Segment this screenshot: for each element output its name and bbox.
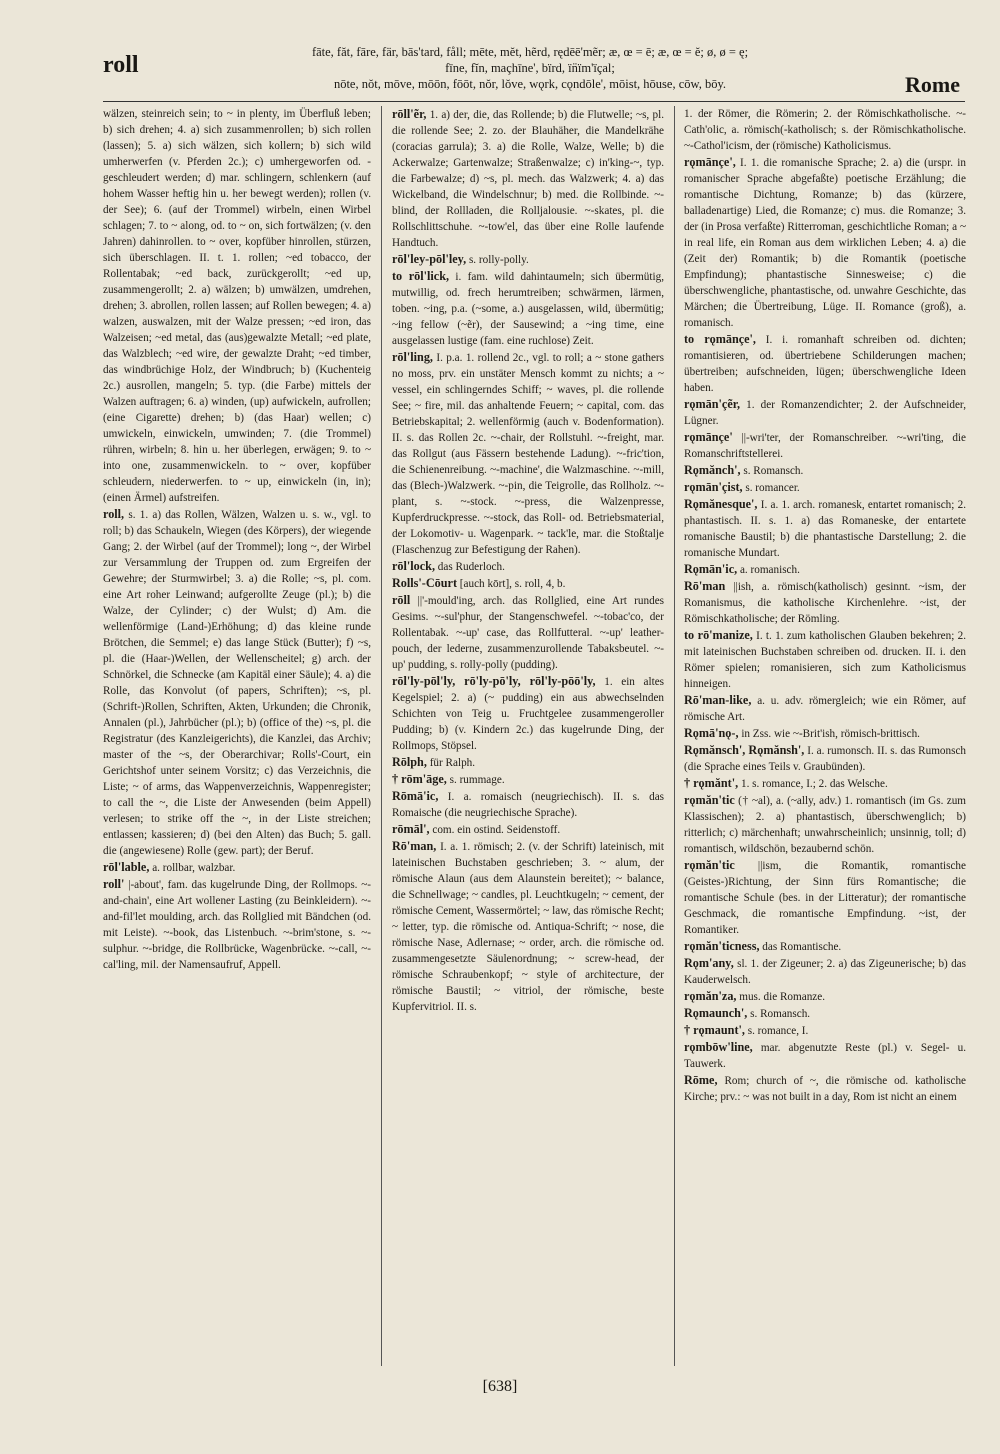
entry-text: in Zss. wie ~-Brit'ish, römisch-brittisch. [741, 728, 920, 740]
dictionary-entry [684, 955, 966, 988]
dictionary-entry [392, 349, 664, 558]
entry-headword: Rǫmā'nǫ-, [684, 726, 739, 740]
entry-headword: Rǫmănch', [684, 463, 741, 477]
entry-headword: rōl'lock, [392, 559, 435, 573]
entry-headword: rǫmăn'tic [684, 858, 735, 872]
dictionary-entry [684, 578, 966, 627]
entry-text: sl. 1. der Zigeuner; 2. a) das Zigeunerische; b) das Kauderwelsch. [684, 958, 966, 986]
entry-text: a. rollbar, walzbar. [152, 862, 236, 874]
pronunciation-line: nōte, nŏt, mōve, mōōn, fōōt, nŏr, lŏve, wǫrk, cǫndōle', mōist, hōuse, cōw, bōy. [333, 77, 727, 91]
entry-text: I. a. rumonsch. II. s. das Rumonsch (die Sprache eines Teils v. Graubünden). [684, 745, 966, 773]
dictionary-entry [684, 857, 966, 938]
entry-headword: rǫmbōw'line, [684, 1040, 753, 1054]
entry-headword: rǫmăn'za, [684, 989, 737, 1003]
pronunciation-line: fāte, făt, fāre, fär, bās'tard, fåll; mēte, mĕt, hẽrd, rędēē'mẽr; æ, œ = ē; æ, œ = ĕ; ø, ø = ę; [311, 45, 749, 59]
entry-text: [auch kōrt], s. roll, 4, b. [459, 578, 566, 590]
entry-headword: rōl'lable, [103, 860, 150, 874]
dictionary-entry [684, 479, 966, 496]
dictionary-entry [684, 627, 966, 692]
entry-headword: Rǫm'any, [684, 956, 734, 970]
entry-text: mar. abgenutzte Reste (pl.) v. Segel- u. Tauwerk. [684, 1042, 966, 1070]
entry-headword: rōmāl', [392, 822, 430, 836]
entry-headword: Rǫmān'ic, [684, 562, 738, 576]
dictionary-entry [684, 988, 966, 1005]
dictionary-entry [684, 331, 966, 396]
dictionary-entry [684, 154, 966, 331]
dictionary-entry [684, 1022, 966, 1039]
entry-text: I. a. 1. römisch; 2. (v. der Schrift) lateinisch, mit lateinischen Buchstaben geschrieben; 3. ~ alum, der römische Alaun (aus dem Alaunstein bereitet); ~ balance, die Schnellwage; ~ candles, pl. Leuchtkugeln; ~ cement, der römische Cement, Wassermörtel; ~ law, das römische Recht; ~ letter, typ. die römische od. Antiqua-Schrift; ~ nose, die römische Nase, Adlernase; ~ order, arch. die römische od. zusammengesetzte Säulenordnung; ~ screw-head, der römische Schraubenkopf; ~ style of architecture, der römische Baustil; ~ vitriol, der römische, beste Kupfervitriol. II. s. [392, 841, 664, 1013]
entry-headword: to rō'manize, [684, 628, 753, 642]
column-left [103, 106, 371, 1368]
dictionary-entry [684, 725, 966, 742]
entry-headword: Rǫmănesque', [684, 497, 758, 511]
entry-headword: rōll'ẽr, [392, 107, 427, 121]
dictionary-entry [684, 429, 966, 462]
entry-headword: roll, [103, 507, 125, 521]
entry-text: 1. der Romanzendichter; 2. der Aufschneider, Lügner. [684, 399, 966, 427]
entry-headword: † rōm'āge, [392, 772, 447, 786]
pronunciation-line: fīne, fĭn, maçhīne', bïrd, ïn̈ïm'ïçal; [445, 61, 615, 75]
entry-text: 1. der Römer, die Römerin; 2. der Römischkatholische. ~-Cath'olic, a. römisch(-katholisch; s. der Römischkatholische. ~-Cathol'icism, der (römische) Katholicismus. [684, 108, 966, 152]
entry-text: ||ism, die Romantik, romantische (Geistes-)Richtung, der Sinn fürs Romantische; die romantische Schule (bes. in der Litteratur); der romantische Geschmack, die romantische Empfindung. ~ist, der Romantiker. [684, 860, 966, 936]
entry-headword: Rō'man, [392, 839, 437, 853]
dictionary-entry [392, 592, 664, 673]
entry-text: a. u. adv. römergleich; wie ein Römer, auf römische Art. [684, 695, 966, 723]
dictionary-entry [684, 792, 966, 857]
entry-text: s. rolly-polly. [468, 254, 529, 266]
entry-text: s. romancer. [745, 482, 800, 494]
entry-headword: rǫmān'çẽr, [684, 397, 741, 411]
entry-text: I. 1. die romanische Sprache; 2. a) die (urspr. in romanischer Sprache abgefaßte) poetische Erzählung; die romantische Dichtung, Romanze; b) das (kürzere, balladenartige) Lied, die Romanze; c) mus. die Romanze; 3. der (in Prosa verfaßte) Ritterroman, geschichtliche Roman; a ~ in real life, ein Roman aus dem wirklichen Leben; 4. a) die (Zeit der) Romantik; b) die Romantik (poetische Empfindung); phantastische Sinnesweise; c) die überschwengliche, phantastische, od. unwahre Geschichte, das Märchen; die Übertreibung, Lüge. II. Romance (groß), a. romanisch. [684, 157, 966, 329]
entry-text: s. romance, I. [747, 1025, 809, 1037]
entry-text: Rom; church of ~, die römische od. katholische Kirche; prv.: ~ was not built in a day, Rom ist nicht an einem [684, 1075, 966, 1103]
entry-headword: rǫmānçe', [684, 155, 736, 169]
dictionary-entry [684, 496, 966, 561]
page-header [0, 0, 1000, 100]
dictionary-entry [684, 742, 966, 775]
entry-text: 1. a) der, die, das Rollende; b) die Flutwelle; ~s, pl. die rollende See; 2. zo. der Blauhäher, die Mandelkrähe (coracias garrula); 3. a) die Rolle, Walze, Welle; b) die Ackerwalze; Gartenwalze; Straßenwalze; c) in'king-~, typ. die Farbewalze; d) ~s, pl. mech. das Walzwerk; 4. a) das Wickelband, die Windelschnur; b) med. die Rollbinde. ~-blind, der Rollladen, die Rolljalousie. ~-skates, pl. die Rollschlittschuhe. ~-tow'el, das über eine Rolle laufende Handtuch. [392, 109, 664, 249]
entry-text: I. p.a. 1. rollend 2c., vgl. to roll; a ~ stone gathers no moss, prv. ein unstäter Mensch kommt zu nichts; a ~ vessel, ein schlingerndes Schiff; ~ waves, pl. die rollende See; ~ fire, mil. das anhaltende Feuern; ~ capital, com. das Betriebskapital; 2. wellenförmig (auch v. Bodenformation). II. s. das Rollen 2c. ~-chair, der Rollstuhl. ~-freight, mar. das Rollgut (aus Fässern bestehende Ladung). ~-fric'tion, die Schienenreibung. ~-machine', die Walzmaschine. ~-mill, das (Blech-)Walzwerk. ~-pin, die Teigrolle, das Rollholz. ~-plant, s. ~-stock. ~-press, die Walzenpresse, Kupferdruckpresse. ~-stock, das Roll- od. Betriebsmaterial, der Lokomotiv- u. Wagenpark. ~ tack'le, mar. die Stoßtalje (Flaschenzug zur Befestigung der Rahen). [392, 352, 664, 556]
entry-headword: Rǫmănsch', Rǫmănsh', [684, 743, 805, 757]
entry-text: das Romantische. [762, 941, 842, 953]
entry-headword: rōl'ling, [392, 350, 433, 364]
entry-text: 1. ein altes Kegelspiel; 2. a) (~ pudding) ein aus abwechselnden Schichten von Teig u. Fruchtgelee zusammengeroller Pudding; b) (v. Kindern 2c.) das kugelrunde Ding, der Rollmops, Stöpsel. [392, 676, 664, 752]
entry-text: a. romanisch. [739, 564, 800, 576]
dictionary-entry [684, 692, 966, 725]
entry-text: mus. die Romanze. [739, 991, 826, 1003]
dictionary-entry [392, 558, 664, 575]
column-divider [674, 106, 675, 1366]
entry-headword: rǫmān'çist, [684, 480, 743, 494]
entry-headword: Rolls'-Cōurt [392, 576, 457, 590]
entry-headword: Rō'man [684, 579, 726, 593]
entry-text: wälzen, steinreich sein; to ~ in plenty, im Überfluß leben; b) sich drehen; 4. a) sich zusammenrollen; b) sich rollen (lassen); 5. a) sich wälzen, sich kollern; b) sich wild umherwerfen (v. Pferden 2c.); c) umhergeworfen od. -geschleudert werden; d) mar. schlingern, schlenkern (auf hohem Wasser heftig hin u. her bewegt werden); rollen (v. der See); 6. (auf der Trommel) wirbeln, einen Wirbel schlagen; 7. to ~ along, od. to ~ on, sich fortwälzen; (v. den Jahren) dahinrollen. to ~ over, kopfüber hinrollen, stürzen, sich überschlagen. II. t. 1. rollen; ~ed tobacco, der Rollentabak; ~ed back, zurückgerollt; ~ed up, zusammengerollt; 2. a) wälzen; b) umwälzen, umdrehen, drehen; 3. abrollen, rollen lassen; auf Rollen bewegen; 4. a) walzen, auswalzen, mit der Walze pressen; ~ed iron, das Walzeisen; ~ed metal, das (aus)gewalzte Metall; ~ed plate, das Walzblech; ~ed wire, der gewalzte Draht; ~ed timber, das windbrüchige Holz, der Windbruch; b) (Kuchenteig 2c.) ausrollen, mangeln; 5. typ. (die Farbe) mittels der Walzen auftragen; 6. a) winden, (up) aufwickeln, aufrollen; (eine Cigarette) drehen; b) (das Haar) wellen; c) umwickeln, einwickeln, umwinden; 7. (die Trommel) rühren, wirbeln; 8. hin u. her überlegen, erwägen; 9. to ~ into one, zusammenwickeln. to ~ over, kopfüber schleudern, niederwerfen. to ~ up, einwickeln (in, in); (einen Ärmel) aufstreifen. [103, 108, 371, 504]
dictionary-entry [684, 396, 966, 429]
entry-text: s. 1. a) das Rollen, Wälzen, Walzen u. s. w., vgl. to roll; b) das Schaukeln, Wiegen (des Körpers), der wiegende Gang; 2. der Wirbel (auf der Trommel); long ~, der Wirbel zur Versammlung der Truppen od. zum Ergreifen der Gewehre; der Sturmwirbel; 3. a) die Rolle; ~s, pl. com. eine Art roher Leinwand; aufgerollte Zeuge (pl.); b) die Walze, der Cylinder; c) der Wulst; d) Am. die wellenförmige (Land-)Erhöhung; d) das kleine runde Brötchen, die Semmel; e) das lange Stück (Butter); f) ~s, pl. die (Haar-)Wellen, der Wellenscheitel; g) arch. der Schnörkel, die Schnecke (am Kapitäl einer Säule); 4. a) die Rolle, das Konvolut (of papers, Schriften); ~s, pl. (Schrift-)Rollen, Schriften, Akten, Urkunden; die Chronik, Annalen (pl.), Jahrbücher (pl.); b) (office of the) ~s, pl. die Registratur (des Kanzleigerichts), die Kanzlei, das Archiv; master of the ~s, der Oberarchivar; Rolls'-Court, ein Gerichtshof unter seinem Vorsitz; c) das Verzeichnis, die Liste; ~ of arms, das Wappenverzeichnis, Wappenregister; to call the ~, die Liste der Anwesenden (beim Appell) verlesen; to strike off the ~, in der Liste streichen; entlassen; kassieren; d) (bei den Alten) das Buch; 5. gall. die (angewiesene) Rolle (gew. part); der Beruf. [103, 509, 371, 857]
dictionary-entry [684, 1039, 966, 1072]
dictionary-entry [684, 1072, 966, 1105]
dictionary-entry [684, 775, 966, 792]
entry-headword: Rōlph, [392, 755, 427, 769]
entry-text: I. a. romaisch (neugriechisch). II. s. das Romaische (die neugriechische Sprache). [392, 791, 664, 819]
dictionary-entry [103, 859, 371, 876]
entry-headword: Rō'man-like, [684, 693, 752, 707]
column-middle [392, 106, 664, 1368]
entry-headword: † rǫmaunt', [684, 1023, 745, 1037]
entry-headword: rōll [392, 593, 411, 607]
entry-headword: to rǫmānçe', [684, 332, 756, 346]
entry-headword: rǫmānçe' [684, 430, 733, 444]
entry-text: |-about', fam. das kugelrunde Ding, der Rollmops. ~-and-chain', eine Art wollener Lasting (zu Beinkleidern). ~-and-fil'let moulding, arch. das Rollglied mit Bändchen (od. mit Leiste). ~-book, das Listenbuch. ~-brim'stone, s. ~-sulphur. ~-bridge, die Rollbrücke, Wagenbrücke. ~-call, ~-cal'ling, mil. der Namensaufruf, Appell. [103, 879, 371, 971]
dictionary-entry [103, 876, 371, 973]
entry-text: das Ruderloch. [437, 561, 505, 573]
entry-text: ||-wri'ter, der Romanschreiber. ~-wri'ting, die Romanschriftstellerei. [684, 432, 966, 460]
dictionary-entry [392, 106, 664, 251]
dictionary-entry [392, 788, 664, 821]
entry-text: s. Romansch. [750, 1008, 811, 1020]
dictionary-entry [392, 673, 664, 754]
entry-text: s. Romansch. [743, 465, 804, 477]
entry-text: ||ish, a. römisch(katholisch) gesinnt. ~ism, der Romanismus, die katholische Kirchenlehre. ~ist, der Römischkatholische; der Römling. [684, 581, 966, 625]
dictionary-entry [392, 251, 664, 268]
dictionary-entry [392, 821, 664, 838]
entry-text: († ~al), a. (~ally, adv.) 1. romantisch (im Gs. zum Klassischen); 2. a) phantastisch, überschwenglich; b) ritterlich; c) märchenhaft; unwahrscheinlich; unsinnig, toll; d) romantisch, wildschön, bezaubernd schön. [684, 795, 966, 855]
entry-text: I. i. romanhaft schreiben od. dichten; romantisieren, od. übertriebene Schilderungen machen; übertreiben; aufschneiden, lügen; überschwengliche Ideen haben. [684, 334, 966, 394]
entry-text: 1. s. romance, I.; 2. das Welsche. [740, 778, 888, 790]
entry-text: com. ein ostind. Seidenstoff. [432, 824, 561, 836]
entry-headword: Rǫmaunch', [684, 1006, 748, 1020]
entry-headword: rǫmăn'ticness, [684, 939, 760, 953]
entry-text: für Ralph. [429, 757, 476, 769]
running-headword-right: Rome [905, 72, 960, 97]
entry-headword: rǫmăn'tic [684, 793, 735, 807]
dictionary-entry [392, 754, 664, 771]
page-number: [638] [482, 1378, 518, 1395]
entry-text: ||'-mould'ing, arch. das Rollglied, eine Art rundes Gesims. ~-sul'phur, der Stangenschwefel. ~-tobac'co, der Rollentabak. ~-up' case, das Rollfutteral. ~-up' leather-pouch, der lederne, zusammenzurollende Tabaksbeutel. ~-up' pudding, s. rolly-polly (pudding). [392, 595, 664, 671]
entry-headword: Rōmā'ic, [392, 789, 439, 803]
entry-headword: rōl'ly-pōl'ly, rō'ly-pō'ly, rōl'ly-pōō'ly, [392, 674, 596, 688]
column-right [684, 106, 966, 1368]
entry-text: s. rummage. [449, 774, 505, 786]
header-rule [103, 101, 965, 102]
entry-headword: † rǫmănt', [684, 776, 739, 790]
entry-text: I. a. 1. arch. romanesk, entartet romanisch; 2. phantastisch. II. s. 1. a) das Romaneske, der entartete romanische Baustil; b) die phantastische Darstellung; 2. die romanische Mundart. [684, 499, 966, 559]
pronunciation-key [250, 44, 810, 92]
entry-text: i. fam. wild dahintaumeln; sich übermütig, mutwillig, od. frech herumtreiben; schwärmen, lärmen, toben. ~ing, p.a. (~some, a.) ausgelassen, wild, übermütig; ~ing fellow (~ẽr), der Sausewind; a ~ing time, eine ausgelassen lustige (fam. eine ruchlose) Zeit. [392, 271, 664, 347]
dictionary-entry [392, 268, 664, 349]
dictionary-entry [392, 838, 664, 1015]
dictionary-entry [684, 938, 966, 955]
dictionary-entry [392, 771, 664, 788]
entry-headword: rōl'ley-pōl'ley, [392, 252, 467, 266]
dictionary-entry [684, 106, 966, 154]
entry-headword: roll' [103, 877, 125, 891]
dictionary-entry [103, 506, 371, 859]
dictionary-entry [103, 106, 371, 506]
dictionary-entry [684, 1005, 966, 1022]
dictionary-entry [684, 462, 966, 479]
dictionary-entry [392, 575, 664, 592]
column-divider [381, 106, 382, 1366]
dictionary-entry [684, 561, 966, 578]
entry-headword: Rōme, [684, 1073, 718, 1087]
running-headword-left: roll [103, 52, 139, 78]
entry-text: I. t. 1. zum katholischen Glauben bekehren; 2. mit lateinischen Buchstaben schreiben od. drucken. II. i. den Römer spielen; romanisieren, sich zum Katholicismus hinneigen. [684, 630, 966, 690]
entry-headword: to rōl'lick, [392, 269, 450, 283]
